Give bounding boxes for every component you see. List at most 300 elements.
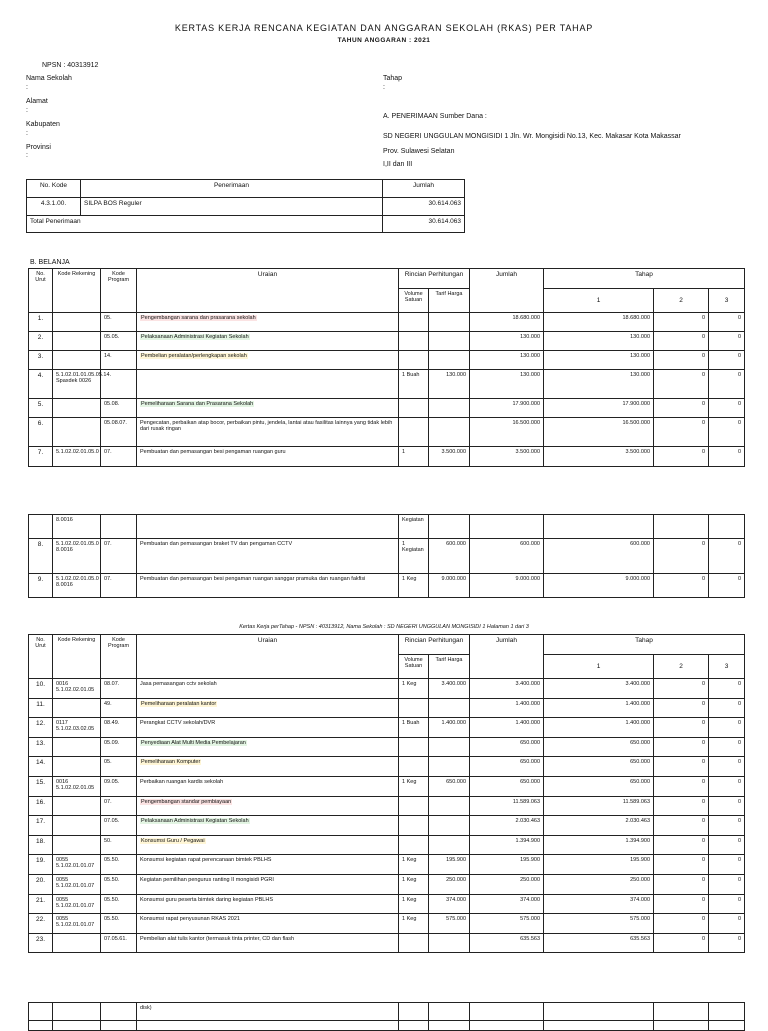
- penerimaan-jumlah: 30.614.063: [383, 198, 465, 216]
- row-tahap-3: 0: [709, 679, 745, 699]
- row-tahap-2: 0: [654, 855, 709, 875]
- row-tahap-1: 130.000: [544, 351, 654, 370]
- table-row: [29, 1003, 745, 1021]
- row-kode-rekening: 0055 5.1.02.01.01.07: [53, 855, 101, 875]
- table-row: [29, 515, 745, 539]
- row-tahap-3: 0: [709, 855, 745, 875]
- row-jumlah: 635.563: [470, 933, 544, 953]
- row-kode-rekening: 5.1.02.02.01.05.0: [53, 447, 101, 467]
- table-row: [29, 574, 745, 598]
- row-tahap-1: 130.000: [544, 370, 654, 399]
- penerimaan-header-nama: Penerimaan: [81, 180, 383, 198]
- row-tahap-3: [709, 515, 745, 539]
- row-tahap-3: 0: [709, 796, 745, 816]
- tahap-value: I,II dan III: [383, 161, 413, 168]
- row-volume: 1 Kegiatan: [399, 539, 429, 574]
- row-volume: [399, 737, 429, 757]
- tahap-colon: :: [383, 84, 385, 91]
- penerimaan-nama: SILPA BOS Reguler: [81, 198, 383, 216]
- row-tahap-1: 374.000: [544, 894, 654, 914]
- row-tahap-3: 0: [709, 332, 745, 351]
- row-kode-rekening: [53, 418, 101, 447]
- row-tarif: [429, 796, 470, 816]
- row-volume: Kegiatan: [399, 515, 429, 539]
- row-tahap-2: 0: [654, 816, 709, 836]
- row-no: 12.: [29, 718, 53, 738]
- row-uraian: Pembelian alat tulis kantor (termasuk tinta printer, CD dan flash: [140, 935, 295, 942]
- row-tarif: [429, 313, 470, 332]
- row-uraian: Perangkat CCTV sekolah/DVR: [140, 720, 216, 727]
- row-tahap-3: 0: [709, 914, 745, 934]
- provinsi-label: Provinsi: [26, 144, 51, 151]
- row-kode-program: 05.05.: [101, 332, 137, 351]
- row-kode-program: 05.08.07.: [101, 418, 137, 447]
- row-tarif: [429, 757, 470, 777]
- alamat-label: Alamat: [26, 98, 48, 105]
- total-penerimaan-label: Total Penerimaan: [27, 216, 383, 233]
- row-tarif: 195.900: [429, 855, 470, 875]
- row-tahap-3: 0: [709, 399, 745, 418]
- row-tahap-1: 11.589.063: [544, 796, 654, 816]
- row-uraian: Pemeliharaan peralatan kantor: [141, 700, 217, 707]
- row-tahap-3: 0: [709, 351, 745, 370]
- row-kode-rekening: [53, 698, 101, 718]
- row-volume: 1 Keg: [399, 776, 429, 796]
- row-tarif: [429, 1003, 470, 1021]
- header-rincian: Rincian Perhitungan: [399, 269, 470, 289]
- row-kode-program: 05.50.: [101, 894, 137, 914]
- row-tahap-2: 0: [654, 332, 709, 351]
- row-tahap-1: 650.000: [544, 737, 654, 757]
- row-no: 19.: [29, 855, 53, 875]
- row-tahap-1: 195.900: [544, 855, 654, 875]
- row-tahap-3: 0: [709, 370, 745, 399]
- row-kode-program: 49.: [101, 698, 137, 718]
- row-jumlah: [470, 1003, 544, 1021]
- table-row: [29, 399, 745, 418]
- row-tarif: [429, 351, 470, 370]
- row-tahap-2: 0: [654, 539, 709, 574]
- row-volume: [399, 313, 429, 332]
- table-row: [29, 816, 745, 836]
- row-kode-program: 05.08.: [101, 399, 137, 418]
- row-kode-program: 05.: [101, 757, 137, 777]
- row-tahap-2: 0: [654, 370, 709, 399]
- row-tarif: [429, 933, 470, 953]
- row-tahap-1: 575.000: [544, 914, 654, 934]
- row-kode-rekening: [53, 835, 101, 855]
- row-kode-program: 07.05.61.: [101, 933, 137, 953]
- row-no: 22.: [29, 914, 53, 934]
- penerimaan-kode: 4.3.1.00.: [27, 198, 81, 216]
- row-uraian: Penyediaan Alat Multi Media Pembelajaran: [141, 739, 246, 746]
- row-uraian: Pemeliharaan Sarana dan Prasarana Sekolah: [141, 401, 254, 407]
- row-tarif: 650.000: [429, 776, 470, 796]
- row-no: 15.: [29, 776, 53, 796]
- row-tahap-1: 600.000: [544, 539, 654, 574]
- document-title: KERTAS KERJA RENCANA KEGIATAN DAN ANGGARAN SEKOLAH (RKAS) PER TAHAP: [174, 23, 594, 33]
- row-uraian: Konsumsi kegiatan rapat perencanaan bimtek PBLHS: [140, 857, 272, 864]
- row-jumlah: 11.589.063: [470, 796, 544, 816]
- row-uraian: Konsumsi guru peserta bimtek daring kegiatan PBLHS: [140, 896, 273, 903]
- row-kode-rekening: 8.0016: [53, 515, 101, 539]
- row-tarif: [429, 698, 470, 718]
- province-line: Prov. Sulawesi Selatan: [383, 148, 455, 155]
- total-penerimaan-value: 30.614.063: [383, 216, 465, 233]
- table-row: [29, 539, 745, 574]
- row-volume: [399, 399, 429, 418]
- row-tahap-2: 0: [654, 737, 709, 757]
- row-tahap-1: 18.680.000: [544, 313, 654, 332]
- table-row: [29, 757, 745, 777]
- row-tahap-2: 0: [654, 679, 709, 699]
- row-tarif: 250.000: [429, 874, 470, 894]
- row-tahap-1: 250.000: [544, 874, 654, 894]
- row-volume: [399, 351, 429, 370]
- row-tarif: 374.000: [429, 894, 470, 914]
- row-tahap-1: 17.900.000: [544, 399, 654, 418]
- row-uraian: Pengecatan, perbaikan atap bocor, perbaikan pintu, jendela, lantai atau fasilitas lainnya yang tidak lebih dari rusak ringan: [140, 420, 393, 432]
- row-no: 10.: [29, 679, 53, 699]
- row-tahap-2: 0: [654, 351, 709, 370]
- row-no: 17.: [29, 816, 53, 836]
- row-kode-rekening: [53, 933, 101, 953]
- row-jumlah: 9.000.000: [470, 574, 544, 598]
- row-tahap-1: 1.400.000: [544, 718, 654, 738]
- row-tahap-2: 0: [654, 796, 709, 816]
- row-jumlah: 195.900: [470, 855, 544, 875]
- row-uraian: Perbaikan ruangan kardis sekolah: [140, 778, 224, 785]
- row-volume: [399, 796, 429, 816]
- row-tahap-2: 0: [654, 914, 709, 934]
- belanja-table-2: [28, 514, 745, 598]
- row-volume: 1 Buah: [399, 370, 429, 399]
- row-volume: [399, 835, 429, 855]
- row-tahap-1: 1.400.000: [544, 698, 654, 718]
- row-kode-rekening: [53, 796, 101, 816]
- row-tahap-3: 0: [709, 874, 745, 894]
- row-tahap-3: 0: [709, 757, 745, 777]
- row-tahap-1: 635.563: [544, 933, 654, 953]
- row-tahap-2: [654, 1003, 709, 1021]
- row-kode-rekening: 0055 5.1.02.01.01.07: [53, 874, 101, 894]
- row-kode-rekening: 0016 5.1.02.02.01.05: [53, 776, 101, 796]
- row-uraian: Pengembangan sarana dan prasarana sekolah: [141, 315, 256, 321]
- row-no: 21.: [29, 894, 53, 914]
- row-no: 18.: [29, 835, 53, 855]
- row-tarif: 130.000: [429, 370, 470, 399]
- row-tahap-2: 0: [654, 447, 709, 467]
- row-tahap-2: 0: [654, 835, 709, 855]
- page-footer: Kertas Kerja perTahap - NPSN : 40313912, Nama Sekolah : SD NEGERI UNGGULAN MONGISIDI 1 Halaman 1 dari 3: [239, 624, 529, 630]
- row-uraian: disk): [140, 1005, 152, 1011]
- row-tahap-1: 9.000.000: [544, 574, 654, 598]
- row-jumlah: 16.500.000: [470, 418, 544, 447]
- row-kode-rekening: 0117 5.1.02.03.02.05: [53, 718, 101, 738]
- row-volume: 1 Keg: [399, 894, 429, 914]
- row-jumlah: 575.000: [470, 914, 544, 934]
- row-tarif: [429, 332, 470, 351]
- row-tahap-2: 0: [654, 776, 709, 796]
- row-kode-rekening: 5.1.02.02.01.05.0 8.0016: [53, 539, 101, 574]
- row-tahap-2: 0: [654, 757, 709, 777]
- row-tarif: 3.400.000: [429, 679, 470, 699]
- row-kode-program: [101, 515, 137, 539]
- row-kode-rekening: [53, 757, 101, 777]
- row-jumlah: 18.680.000: [470, 313, 544, 332]
- row-volume: [399, 933, 429, 953]
- belanja-table-3: [28, 634, 745, 953]
- document-subtitle: TAHUN ANGGARAN : 2021: [337, 37, 431, 44]
- table-row: [29, 914, 745, 934]
- row-tahap-2: 0: [654, 418, 709, 447]
- row-tahap-2: [654, 515, 709, 539]
- header-jumlah: Jumlah: [470, 635, 544, 679]
- row-tahap-1: 130.000: [544, 332, 654, 351]
- table-row: [29, 855, 745, 875]
- row-no: 3.: [29, 351, 53, 370]
- table-row: [29, 313, 745, 332]
- provinsi-colon: :: [26, 152, 28, 159]
- row-tahap-1: 2.030.463: [544, 816, 654, 836]
- row-volume: [399, 1003, 429, 1021]
- row-kode-program: 07.: [101, 796, 137, 816]
- row-kode-program: 05.50.: [101, 874, 137, 894]
- row-uraian: Pemeliharaan Komputer: [141, 759, 201, 766]
- belanja-section-title: B. BELANJA: [30, 259, 70, 266]
- row-kode-program: 05.50.: [101, 914, 137, 934]
- row-kode-rekening: 5.1.02.02.01.05.0 8.0016: [53, 574, 101, 598]
- penerimaan-header-jumlah: Jumlah: [383, 180, 465, 198]
- table-row: [29, 894, 745, 914]
- row-tahap-2: 0: [654, 574, 709, 598]
- row-volume: 1 Keg: [399, 855, 429, 875]
- row-kode-rekening: 5.1.02.01.01.05.05.14. Spaxdek 0026: [53, 370, 101, 399]
- row-jumlah: 1.394.900: [470, 835, 544, 855]
- row-no: [29, 1003, 53, 1021]
- row-jumlah: 130.000: [470, 370, 544, 399]
- row-no: 6.: [29, 418, 53, 447]
- row-no: 11.: [29, 698, 53, 718]
- nama-sekolah-label: Nama Sekolah: [26, 75, 72, 82]
- row-tahap-2: 0: [654, 698, 709, 718]
- header-jumlah: Jumlah: [470, 269, 544, 313]
- row-tarif: [429, 737, 470, 757]
- header-kode-rekening: Kode Rekening: [53, 635, 101, 679]
- table-row: [29, 447, 745, 467]
- row-volume: 1: [399, 447, 429, 467]
- row-kode-program: 05.: [101, 313, 137, 332]
- row-tahap-3: 0: [709, 894, 745, 914]
- row-tahap-3: [709, 1003, 745, 1021]
- table-row: [29, 718, 745, 738]
- row-no: 16.: [29, 796, 53, 816]
- row-tahap-3: 0: [709, 698, 745, 718]
- row-tarif: [429, 515, 470, 539]
- row-tarif: 575.000: [429, 914, 470, 934]
- penerimaan-header-kode: No. Kode: [27, 180, 81, 198]
- row-no: 5.: [29, 399, 53, 418]
- row-uraian: Kegiatan pemilihan pengurus ranting II mongisidi PGRI: [140, 876, 274, 883]
- penerimaan-table: [26, 179, 465, 233]
- row-uraian: Pelaksanaan Administrasi Kegiatan Sekolah: [141, 818, 249, 825]
- row-tarif: [429, 399, 470, 418]
- row-tahap-1: [544, 515, 654, 539]
- row-jumlah: 650.000: [470, 776, 544, 796]
- row-uraian: Pengembangan standar pembiayaan: [141, 798, 232, 805]
- row-volume: 1 Keg: [399, 874, 429, 894]
- row-tahap-3: 0: [709, 737, 745, 757]
- header-tahap-2: 2: [654, 655, 709, 679]
- row-kode-rekening: [53, 816, 101, 836]
- row-jumlah: 3.500.000: [470, 447, 544, 467]
- header-tahap-3: 3: [709, 289, 745, 313]
- row-tahap-2: 0: [654, 313, 709, 332]
- row-volume: 1 Keg: [399, 914, 429, 934]
- row-no: 7.: [29, 447, 53, 467]
- row-tahap-1: 650.000: [544, 776, 654, 796]
- row-tahap-3: 0: [709, 816, 745, 836]
- header-volume: Volume Satuan: [399, 289, 429, 313]
- tahap-label: Tahap: [383, 75, 403, 82]
- row-tarif: 9.000.000: [429, 574, 470, 598]
- row-kode-rekening: [53, 1003, 101, 1021]
- row-tahap-1: 3.400.000: [544, 679, 654, 699]
- belanja-table-4: [28, 1002, 745, 1031]
- row-kode-rekening: 0016 5.1.02.02.01.05: [53, 679, 101, 699]
- header-tahap-1: 1: [544, 289, 654, 313]
- row-tarif: 600.000: [429, 539, 470, 574]
- row-tahap-1: 3.500.000: [544, 447, 654, 467]
- row-tahap-3: 0: [709, 418, 745, 447]
- row-tarif: 1.400.000: [429, 718, 470, 738]
- header-no: No. Urut: [29, 635, 53, 679]
- row-volume: [399, 757, 429, 777]
- table-row: [29, 679, 745, 699]
- row-jumlah: 650.000: [470, 737, 544, 757]
- row-volume: [399, 698, 429, 718]
- table-row: [29, 874, 745, 894]
- row-uraian: Pembuatan dan pemasangan braket TV dan pengaman CCTV: [140, 541, 293, 547]
- row-no: 4.: [29, 370, 53, 399]
- table-row: [29, 737, 745, 757]
- row-tahap-3: 0: [709, 776, 745, 796]
- header-tahap-1: 1: [544, 655, 654, 679]
- row-tahap-1: 650.000: [544, 757, 654, 777]
- row-kode-program: 05.50.: [101, 855, 137, 875]
- row-kode-program: 05.09.: [101, 737, 137, 757]
- table-row: [29, 776, 745, 796]
- row-jumlah: 1.400.000: [470, 718, 544, 738]
- header-tahap: Tahap: [544, 635, 745, 655]
- row-no: 1.: [29, 313, 53, 332]
- header-rincian: Rincian Perhitungan: [399, 635, 470, 655]
- table-row: [29, 698, 745, 718]
- row-uraian: Konsumsi Guru / Pegawai: [141, 837, 205, 844]
- row-jumlah: 130.000: [470, 332, 544, 351]
- row-tarif: 3.500.000: [429, 447, 470, 467]
- table-row: [29, 796, 745, 816]
- row-uraian: Pembuatan dan pemasangan besi pengaman ruangan sanggar pramuka dan ruangan fakfisi: [140, 576, 366, 582]
- row-tahap-3: 0: [709, 933, 745, 953]
- row-kode-program: 07.: [101, 539, 137, 574]
- row-uraian: Pembuatan dan pemasangan besi pengaman ruangan guru: [140, 449, 286, 455]
- npsn-label: NPSN : 40313912: [42, 62, 99, 69]
- row-tahap-2: 0: [654, 399, 709, 418]
- row-tahap-2: 0: [654, 894, 709, 914]
- row-no: 8.: [29, 539, 53, 574]
- nama-sekolah-colon: :: [26, 84, 28, 91]
- header-tahap-2: 2: [654, 289, 709, 313]
- row-tahap-3: 0: [709, 718, 745, 738]
- row-kode-program: 08.07.: [101, 679, 137, 699]
- row-tahap-2: 0: [654, 718, 709, 738]
- row-kode-program: 07.05.: [101, 816, 137, 836]
- row-tahap-2: 0: [654, 874, 709, 894]
- row-tarif: [429, 816, 470, 836]
- row-kode-rekening: [53, 332, 101, 351]
- row-kode-rekening: [53, 737, 101, 757]
- row-jumlah: 650.000: [470, 757, 544, 777]
- table-row: [29, 370, 745, 399]
- row-uraian: Konsumsi rapat penyusunan RKAS 2021: [140, 916, 240, 923]
- row-kode-rekening: [53, 351, 101, 370]
- row-no: 23.: [29, 933, 53, 953]
- row-tahap-1: 1.394.900: [544, 835, 654, 855]
- row-volume: [399, 332, 429, 351]
- row-no: 2.: [29, 332, 53, 351]
- row-kode-rekening: [53, 313, 101, 332]
- table-row: [29, 933, 745, 953]
- table-row: [29, 332, 745, 351]
- row-kode-rekening: 0055 5.1.02.01.01.07: [53, 894, 101, 914]
- row-kode-program: 09.05.: [101, 776, 137, 796]
- row-jumlah: 1.400.000: [470, 698, 544, 718]
- header-no: No. Urut: [29, 269, 53, 313]
- row-kode-program: 07.: [101, 447, 137, 467]
- row-kode-program: [101, 1003, 137, 1021]
- row-uraian: Pelaksanaan Administrasi Kegiatan Sekolah: [141, 334, 249, 340]
- header-kode-program: Kode Program: [101, 635, 137, 679]
- school-address: SD NEGERI UNGGULAN MONGISIDI 1 Jln. Wr. Mongisidi No.13, Kec. Makasar Kota Makassar: [383, 133, 681, 140]
- row-kode-program: 07.: [101, 574, 137, 598]
- row-jumlah: 17.900.000: [470, 399, 544, 418]
- row-jumlah: 600.000: [470, 539, 544, 574]
- row-tahap-3: 0: [709, 835, 745, 855]
- row-kode-program: 08.49.: [101, 718, 137, 738]
- header-uraian: Uraian: [137, 269, 399, 313]
- table-row: [29, 351, 745, 370]
- row-no: 9.: [29, 574, 53, 598]
- row-tahap-3: 0: [709, 539, 745, 574]
- row-jumlah: 130.000: [470, 351, 544, 370]
- row-volume: 1 Buah: [399, 718, 429, 738]
- row-tahap-1: [544, 1003, 654, 1021]
- row-volume: [399, 816, 429, 836]
- row-jumlah: 250.000: [470, 874, 544, 894]
- header-tahap: Tahap: [544, 269, 745, 289]
- row-tahap-3: 0: [709, 574, 745, 598]
- row-no: 14.: [29, 757, 53, 777]
- row-uraian: Jasa pemasangan cctv sekolah: [140, 681, 217, 687]
- row-uraian: Pembelian peralatan/perlengkapan sekolah: [141, 353, 247, 359]
- row-tahap-2: 0: [654, 933, 709, 953]
- header-tarif: Tarif Harga: [429, 289, 470, 313]
- header-tahap-3: 3: [709, 655, 745, 679]
- row-tahap-1: 16.500.000: [544, 418, 654, 447]
- header-tarif: Tarif Harga: [429, 655, 470, 679]
- row-tarif: [429, 418, 470, 447]
